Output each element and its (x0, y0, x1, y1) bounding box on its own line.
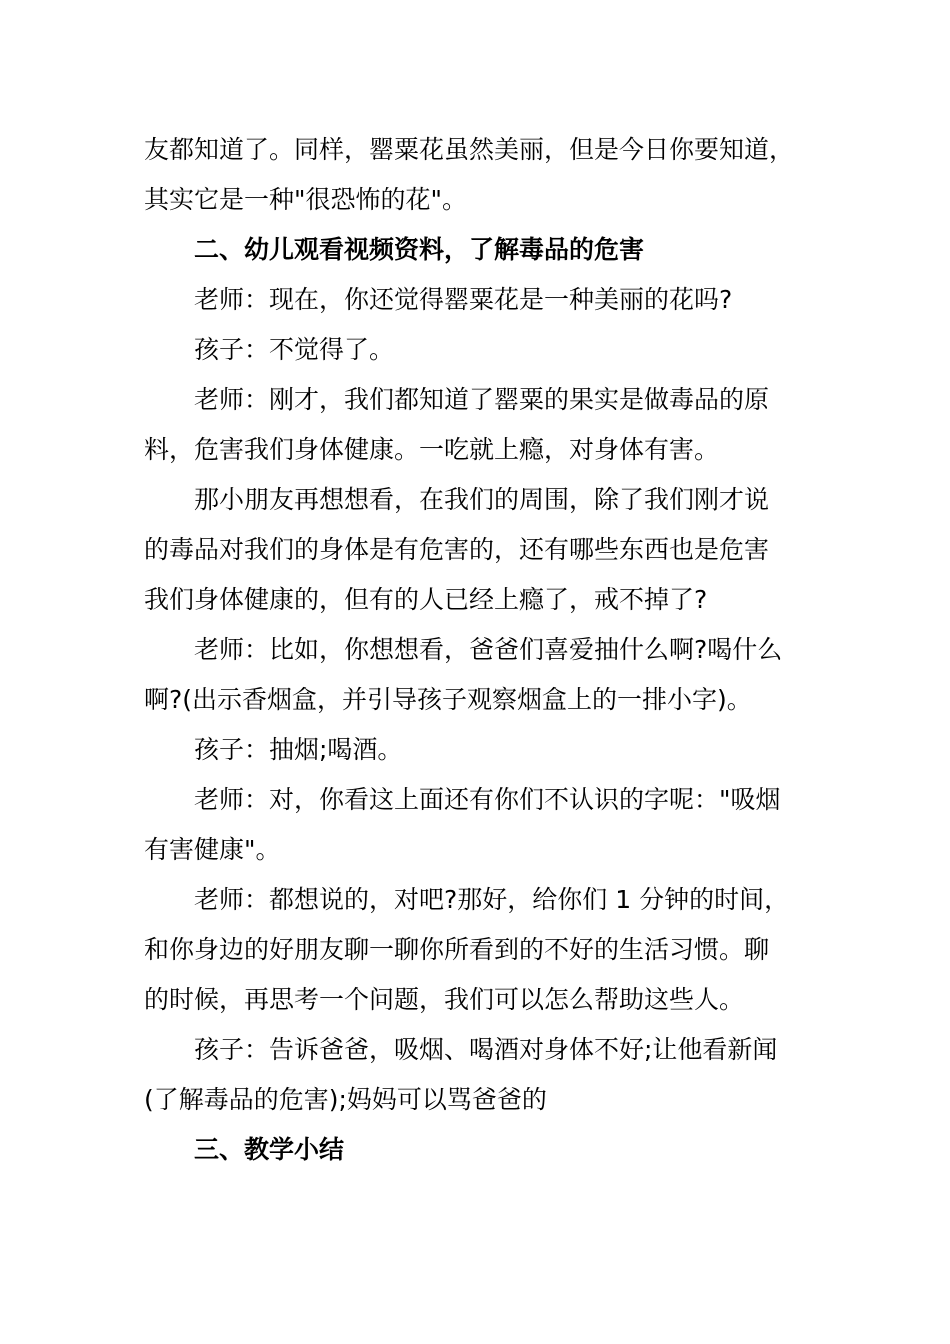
paragraph-line: 有害健康"。 (144, 835, 281, 864)
dialogue-line: 老师：对，你看这上面还有你们不认识的字呢："吸烟 (194, 785, 781, 814)
paragraph-line: 的时候，再思考一个问题，我们可以怎么帮助这些人。 (144, 985, 745, 1014)
dialogue-line: 老师：比如，你想想看，爸爸们喜爱抽什么啊?喝什么 (194, 635, 783, 664)
dialogue-line: 孩子：抽烟;喝酒。 (194, 735, 403, 764)
dialogue-line: 老师：现在，你还觉得罂粟花是一种美丽的花吗? (194, 285, 733, 314)
dialogue-line: 老师：都想说的，对吧?那好，给你们 1 分钟的时间， (194, 885, 790, 914)
section-heading: 三、教学小结 (194, 1135, 345, 1164)
section-heading: 二、幼儿观看视频资料，了解毒品的危害 (194, 235, 645, 264)
paragraph-line: 和你身边的好朋友聊一聊你所看到的不好的生活习惯。聊 (144, 935, 770, 964)
paragraph-line: 料，危害我们身体健康。一吃就上瘾，对身体有害。 (144, 435, 720, 464)
dialogue-line: 孩子：告诉爸爸，吸烟、喝酒对身体不好;让他看新闻 (194, 1035, 778, 1064)
paragraph-line: 我们身体健康的，但有的人已经上瘾了，戒不掉了? (144, 585, 708, 614)
paragraph-line: 其实它是一种"很恐怖的花"。 (144, 185, 467, 214)
paragraph-line: (了解毒品的危害);妈妈可以骂爸爸的 (144, 1085, 547, 1114)
paragraph-line: 友都知道了。同样，罂粟花虽然美丽，但是今日你要知道， (144, 135, 795, 164)
dialogue-line: 老师：刚才，我们都知道了罂粟的果实是做毒品的原 (194, 385, 770, 414)
paragraph-line: 啊?(出示香烟盒，并引导孩子观察烟盒上的一排小字)。 (144, 685, 752, 714)
paragraph-line: 那小朋友再想想看，在我们的周围，除了我们刚才说 (194, 485, 770, 514)
paragraph-line: 的毒品对我们的身体是有危害的，还有哪些东西也是危害 (144, 535, 770, 564)
dialogue-line: 孩子：不觉得了。 (194, 335, 395, 364)
